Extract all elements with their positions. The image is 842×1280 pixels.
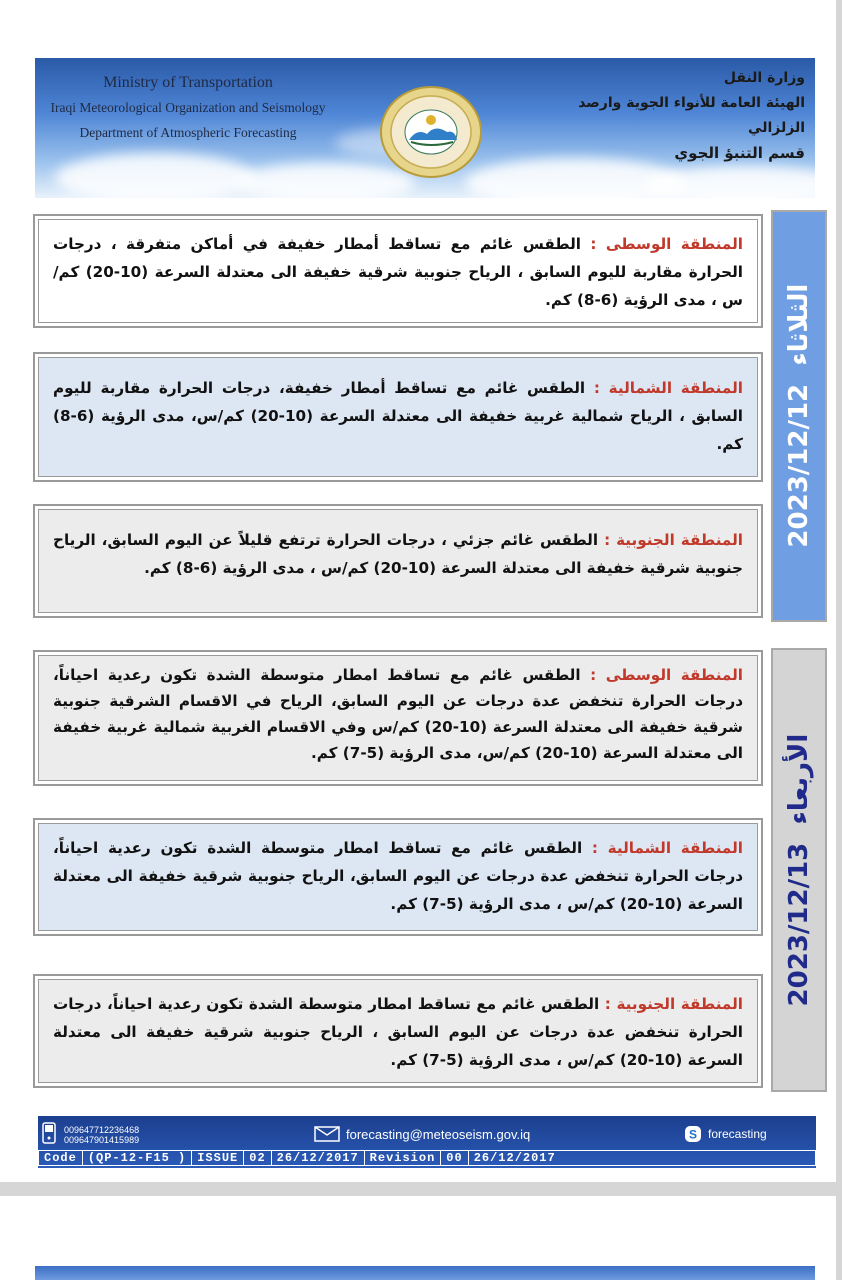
next-page-banner <box>35 1266 815 1280</box>
region-label: المنطقة الجنوبية : <box>604 995 743 1013</box>
organization-name-en: Iraqi Meteorological Organization and Seismology <box>50 100 326 115</box>
skype-name[interactable]: forecasting <box>708 1127 767 1141</box>
region-box-south-day2 <box>33 974 763 1088</box>
region-box-central-day1 <box>33 214 763 328</box>
department-name-ar: قسم التنبؤ الجوي <box>674 144 805 162</box>
date-panel-day2 <box>771 648 827 1092</box>
ministry-name-ar: وزارة النقل <box>723 70 805 86</box>
phone-numbers <box>64 1125 139 1145</box>
phone-number-1: 009647712236468 <box>64 1125 140 1135</box>
email-contact[interactable] <box>314 1126 530 1142</box>
region-forecast-text: الطقس غائم مع تساقط امطار متوسطة الشدة تكون رعدية احياناً، درجات الحرارة تنخفض عدة درجات عن اليوم السابق ، الرياح جنوبية شرقية خفيفة الى معتدلة السرعة (10-20) كم/س ، مدى الرؤية (5-7) كم. <box>53 995 743 1069</box>
region-label: المنطقة الوسطى : <box>590 235 743 253</box>
svg-text:S: S <box>688 1127 698 1142</box>
revision-value: 00 <box>440 1150 467 1166</box>
date-day2: 2023/12/13 <box>784 842 814 1007</box>
document-code-row <box>38 1150 816 1166</box>
header-arabic <box>545 66 805 166</box>
email-address[interactable]: forecasting@meteoseism.gov.iq <box>346 1126 531 1142</box>
skype-icon <box>684 1125 702 1143</box>
mail-icon <box>314 1126 340 1142</box>
phone-icon <box>42 1122 56 1144</box>
code-label: Code <box>38 1150 82 1166</box>
code-value: (QP-12-F15 ) <box>82 1150 191 1166</box>
region-box-north-day1 <box>33 352 763 482</box>
day-name-day2: الأربعاء <box>784 733 814 825</box>
region-forecast-text: الطقس غائم مع تساقط أمطار خفيفة، درجات الحرارة مقاربة لليوم السابق ، الرياح شمالية غربية خفيفة الى معتدلة السرعة (10-20) كم/س، مدى الرؤية (6-8) كم. <box>53 379 743 453</box>
region-label: المنطقة الوسطى : <box>590 666 743 684</box>
region-forecast-text: الطقس غائم مع تساقط امطار متوسطة الشدة تكون رعدية احياناً، درجات الحرارة تنخفض عدة درجات عن اليوم السابق، الرياح في الاقسام الشرقية جنوبية شرقية خفيفة الى معتدلة السرعة (10-20) كم/س وفي الاقسام الغربية شمالية غربية خفيفة الى معتدلة السرعة (10-20) كم/س، مدى الرؤية (5-7) كم. <box>53 666 743 762</box>
region-forecast-text: الطقس غائم مع تساقط امطار متوسطة الشدة تكون رعدية احياناً، درجات الحرارة تنخفض عدة درجات عن اليوم السابق، الرياح جنوبية شرقية خفيفة الى معتدلة السرعة (10-20) كم/س ، مدى الرؤية (5-7) كم. <box>53 839 743 913</box>
header-english <box>43 70 333 145</box>
organization-name-ar: الهيئة العامة للأنواء الجوية وارصد الزلزالي <box>578 95 805 136</box>
issue-value: 02 <box>243 1150 270 1166</box>
date-panel-day1 <box>771 210 827 622</box>
issue-label: ISSUE <box>191 1150 243 1166</box>
header-banner <box>35 58 815 198</box>
region-box-north-day2 <box>33 818 763 936</box>
revision-date: 26/12/2017 <box>468 1150 816 1166</box>
day-name-day1: الثلاثاء <box>784 284 814 367</box>
region-label: المنطقة الجنوبية : <box>604 531 743 549</box>
ministry-name-en: Ministry of Transportation <box>103 74 273 91</box>
revision-label: Revision <box>364 1150 441 1166</box>
next-page-preview <box>0 1196 836 1280</box>
skype-contact[interactable] <box>684 1125 767 1143</box>
phone-number-2: 009647901415989 <box>64 1135 140 1145</box>
region-box-central-day2 <box>33 650 763 786</box>
issue-date: 26/12/2017 <box>271 1150 364 1166</box>
footer-bar <box>38 1116 816 1168</box>
region-forecast-text: الطقس غائم مع تساقط أمطار خفيفة في أماكن متفرقة ، درجات الحرارة مقاربة لليوم السابق ، الرياح جنوبية شرقية خفيفة الى معتدلة السرعة (10-20) كم/س ، مدى الرؤية (6-8) كم. <box>53 235 743 309</box>
region-forecast-text: الطقس غائم جزئي ، درجات الحرارة ترتفع قليلاً عن اليوم السابق، الرياح جنوبية شرقية خفيفة الى معتدلة السرعة (10-20) كم/س ، مدى الرؤية (6-8) كم. <box>53 531 743 577</box>
region-box-south-day1 <box>33 504 763 618</box>
region-label: المنطقة الشمالية : <box>593 379 743 397</box>
region-label: المنطقة الشمالية : <box>591 839 743 857</box>
department-name-en: Department of Atmospheric Forecasting <box>79 125 297 140</box>
date-day1: 2023/12/12 <box>784 384 814 548</box>
organization-logo-icon <box>377 84 485 180</box>
